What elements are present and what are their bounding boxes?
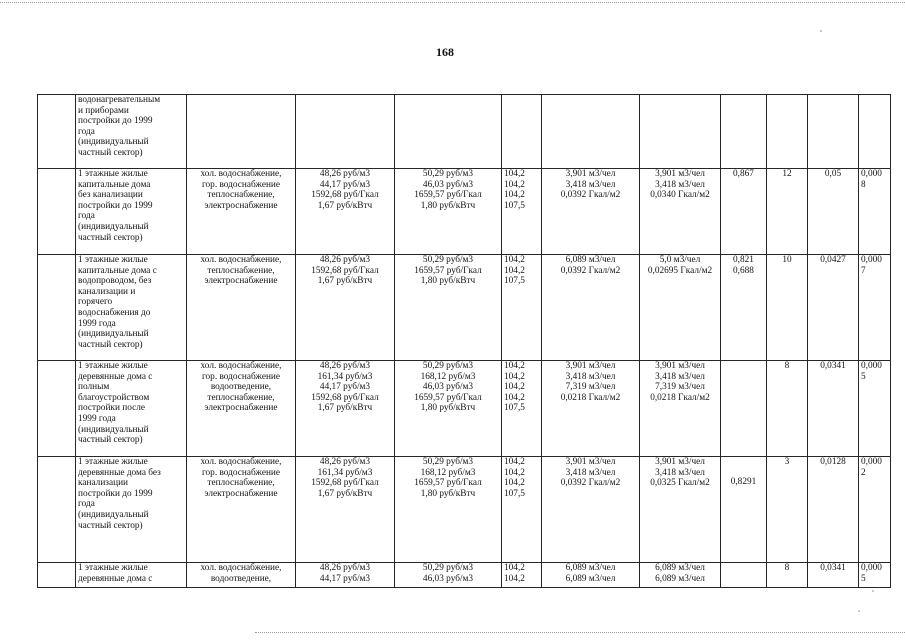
count-cell: 8 — [767, 563, 808, 588]
weight-cell: 0,000 7 — [859, 255, 891, 361]
coefficient-cell: 0,867 — [721, 169, 767, 255]
norm-old-cell: 3,901 м3/чел 3,418 м3/чел 7,319 м3/чел 0,0218 Гкал/м2 — [542, 361, 640, 457]
norm-new-cell: 6,089 м3/чел 6,089 м3/чел — [640, 563, 721, 588]
tariff-2013-cell: 48,26 руб/м3 1592,68 руб/Гкал 1,67 руб/кВтч — [296, 255, 395, 361]
index-cell: 104,2 104,2 — [502, 563, 542, 588]
row-number-cell — [38, 95, 76, 169]
index-cell: 104,2 104,2 107,5 — [502, 255, 542, 361]
count-cell: 3 — [767, 457, 808, 563]
scan-noise — [872, 590, 874, 592]
page-number: 168 — [436, 45, 454, 59]
services-cell: хол. водоснабжение, водоотведение, — [187, 563, 296, 588]
index-cell: 104,2 104,2 104,2 107,5 — [502, 169, 542, 255]
norm-old-cell: 3,901 м3/чел 3,418 м3/чел 0,0392 Гкал/м2 — [542, 457, 640, 563]
tariff-table — [37, 94, 891, 588]
services-cell: хол. водоснабжение, гор. водоснабжение теплоснабжение, электроснабжение — [187, 457, 296, 563]
table-row — [38, 361, 891, 457]
count-cell: 8 — [767, 361, 808, 457]
coefficient-cell — [721, 361, 767, 457]
norm-new-cell — [640, 95, 721, 169]
building-category-cell: 1 этажные жилые капитальные дома с водопроводом, без канализации и горячего водоснабжения до 1999 года (индивидуальный частный сектор) — [76, 255, 187, 361]
coefficient-cell: 0,821 0,688 — [721, 255, 767, 361]
share-cell: 0,0341 — [808, 361, 859, 457]
scan-noise — [820, 30, 822, 32]
table-row — [38, 95, 891, 169]
table-row — [38, 255, 891, 361]
building-category-cell: 1 этажные жилые деревянные дома с полным благоустройством постройки после 1999 года (индивидуальный частный сектор) — [76, 361, 187, 457]
norm-old-cell — [542, 95, 640, 169]
weight-cell: 0,000 2 — [859, 457, 891, 563]
services-cell: хол. водоснабжение, гор. водоснабжение теплоснабжение, электроснабжение — [187, 169, 296, 255]
row-number-cell — [38, 255, 76, 361]
scan-artifact-top — [0, 2, 905, 3]
table-row — [38, 169, 891, 255]
tariff-2013-cell — [296, 95, 395, 169]
share-cell: 0,0128 — [808, 457, 859, 563]
building-category-cell: водонагревательным и приборами постройки до 1999 года (индивидуальный частный сектор) — [76, 95, 187, 169]
share-cell: 0,05 — [808, 169, 859, 255]
count-cell: 10 — [767, 255, 808, 361]
table-row — [38, 457, 891, 563]
tariff-2014-cell: 50,29 руб/м3 1659,57 руб/Гкал 1,80 руб/кВтч — [395, 255, 502, 361]
coefficient-cell — [721, 95, 767, 169]
scan-noise — [858, 610, 860, 612]
norm-old-cell: 3,901 м3/чел 3,418 м3/чел 0,0392 Гкал/м2 — [542, 169, 640, 255]
table-row — [38, 563, 891, 588]
norm-new-cell: 3,901 м3/чел 3,418 м3/чел 0,0340 Гкал/м2 — [640, 169, 721, 255]
norm-old-cell: 6,089 м3/чел 0,0392 Гкал/м2 — [542, 255, 640, 361]
weight-cell: 0,000 8 — [859, 169, 891, 255]
weight-cell — [859, 95, 891, 169]
building-category-cell: 1 этажные жилые деревянные дома без канализации постройки до 1999 года (индивидуальный частный сектор) — [76, 457, 187, 563]
share-cell — [808, 95, 859, 169]
count-cell: 12 — [767, 169, 808, 255]
norm-new-cell: 3,901 м3/чел 3,418 м3/чел 7,319 м3/чел 0,0218 Гкал/м2 — [640, 361, 721, 457]
building-category-cell: 1 этажные жилые деревянные дома с — [76, 563, 187, 588]
norm-new-cell: 3,901 м3/чел 3,418 м3/чел 0,0325 Гкал/м2 — [640, 457, 721, 563]
weight-cell: 0,000 5 — [859, 361, 891, 457]
share-cell: 0,0341 — [808, 563, 859, 588]
services-cell: хол. водоснабжение, теплоснабжение, электроснабжение — [187, 255, 296, 361]
tariff-2014-cell: 50,29 руб/м3 46,03 руб/м3 1659,57 руб/Гкал 1,80 руб/кВтч — [395, 169, 502, 255]
row-number-cell — [38, 169, 76, 255]
tariff-2013-cell: 48,26 руб/м3 161,34 руб/м3 1592,68 руб/Гкал 1,67 руб/кВтч — [296, 457, 395, 563]
tariff-2013-cell: 48,26 руб/м3 161,34 руб/м3 44,17 руб/м3 1592,68 руб/Гкал 1,67 руб/кВтч — [296, 361, 395, 457]
share-cell: 0,0427 — [808, 255, 859, 361]
index-cell: 104,2 104,2 104,2 104,2 107,5 — [502, 361, 542, 457]
norm-old-cell: 6,089 м3/чел 6,089 м3/чел — [542, 563, 640, 588]
building-category-cell: 1 этажные жилые капитальные дома без канализации постройки до 1999 года (индивидуальный частный сектор) — [76, 169, 187, 255]
row-number-cell — [38, 457, 76, 563]
services-cell: хол. водоснабжение, гор. водоснабжение водоотведение, теплоснабжение, электроснабжение — [187, 361, 296, 457]
index-cell: 104,2 104,2 104,2 107,5 — [502, 457, 542, 563]
tariff-2013-cell: 48,26 руб/м3 44,17 руб/м3 1592,68 руб/Гкал 1,67 руб/кВтч — [296, 169, 395, 255]
scan-artifact-bottom — [255, 632, 905, 633]
norm-new-cell: 5,0 м3/чел 0,02695 Гкал/м2 — [640, 255, 721, 361]
weight-cell: 0,000 5 — [859, 563, 891, 588]
coefficient-cell — [721, 563, 767, 588]
tariff-2013-cell: 48,26 руб/м3 44,17 руб/м3 — [296, 563, 395, 588]
row-number-cell — [38, 361, 76, 457]
tariff-2014-cell — [395, 95, 502, 169]
row-number-cell — [38, 563, 76, 588]
tariff-2014-cell: 50,29 руб/м3 46,03 руб/м3 — [395, 563, 502, 588]
index-cell — [502, 95, 542, 169]
count-cell — [767, 95, 808, 169]
tariff-2014-cell: 50,29 руб/м3 168,12 руб/м3 46,03 руб/м3 1659,57 руб/Гкал 1,80 руб/кВтч — [395, 361, 502, 457]
tariff-2014-cell: 50,29 руб/м3 168,12 руб/м3 1659,57 руб/Гкал 1,80 руб/кВтч — [395, 457, 502, 563]
coefficient-cell: 0,8291 — [721, 457, 767, 563]
services-cell — [187, 95, 296, 169]
